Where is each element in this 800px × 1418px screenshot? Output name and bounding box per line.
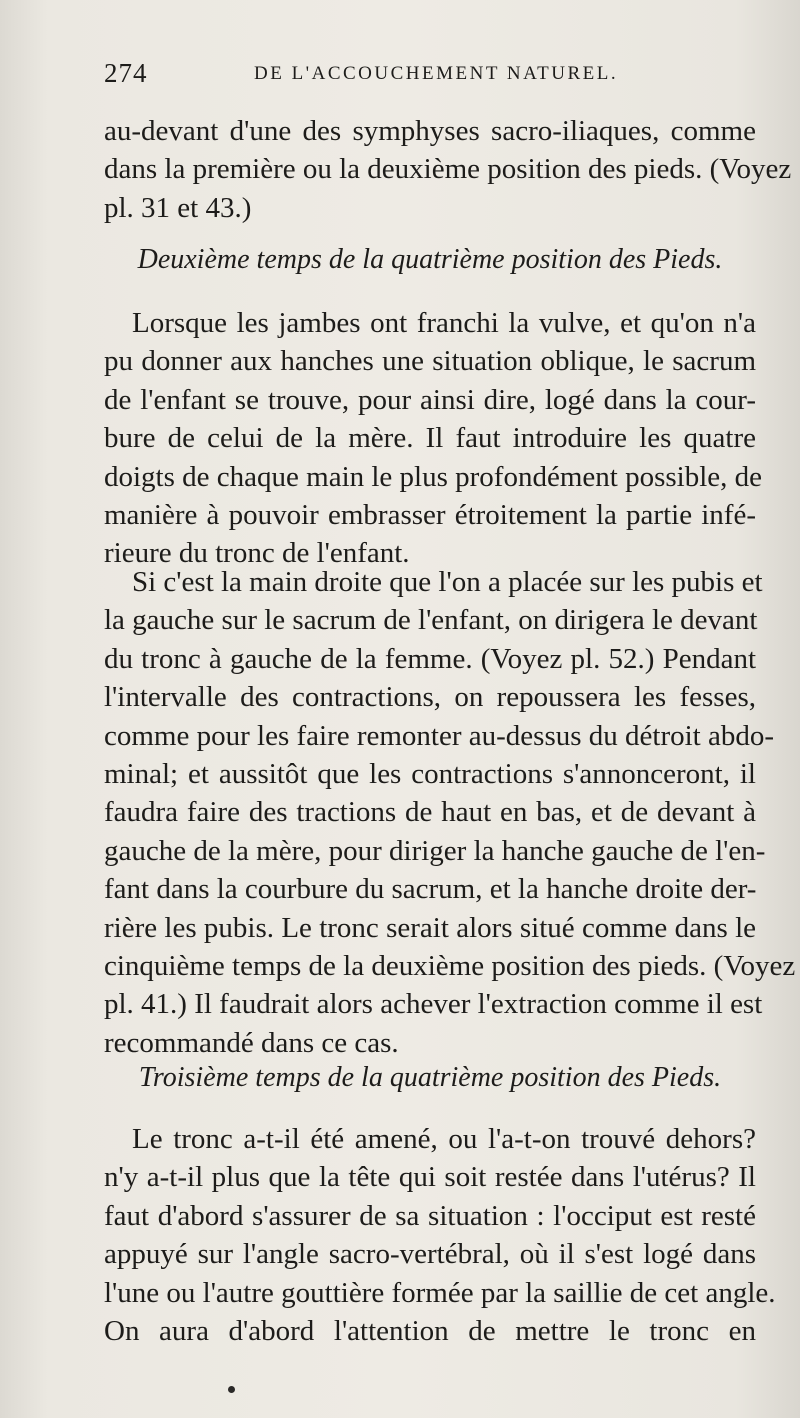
text-line: manière à pouvoir embrasser étroitement la partie infé- <box>104 498 756 531</box>
text-line: pu donner aux hanches une situation oblique, le sacrum <box>104 345 756 378</box>
text-line: cinquième temps de la deuxième position des pieds. (Voyez <box>104 949 796 982</box>
section-heading-deuxieme-temps: Deuxième temps de la quatrième position des Pieds. <box>137 244 723 275</box>
paragraph-continuation <box>104 112 792 227</box>
text-line: minal; et aussitôt que les contractions s'annonceront, il <box>104 757 756 790</box>
text-line: faudra faire des tractions de haut en bas, et de devant à <box>104 796 756 829</box>
page-header <box>104 58 754 94</box>
text-line: fant dans la courbure du sacrum, et la hanche droite der- <box>104 873 757 906</box>
page-number: 274 <box>104 58 148 88</box>
text-line: dans la première ou la deuxième position des pieds. (Voyez <box>104 153 792 186</box>
text-line: rière les pubis. Le tronc serait alors situé comme dans le <box>104 911 756 944</box>
text-line: Lorsque les jambes ont franchi la vulve, et qu'on n'a <box>132 307 756 339</box>
running-head: DE L'ACCOUCHEMENT NATUREL. <box>254 63 619 84</box>
text-line: appuyé sur l'angle sacro-vertébral, où il s'est logé dans <box>104 1238 756 1271</box>
paragraph-lorsque <box>104 304 762 573</box>
text-line: n'y a-t-il plus que la tête qui soit restée dans l'utérus? Il <box>104 1161 756 1194</box>
text-line: bure de celui de la mère. Il faut introduire les quatre <box>104 422 756 455</box>
text-line: du tronc à gauche de la femme. (Voyez pl. 52.) Pendant <box>104 642 756 675</box>
paragraph-si-cest <box>104 563 796 1062</box>
paragraph-le-tronc <box>104 1120 776 1350</box>
text-line: l'une ou l'autre gouttière formée par la saillie de cet angle. <box>104 1276 776 1309</box>
text-line: au-devant d'une des symphyses sacro-iliaques, comme <box>104 115 756 147</box>
text-line: gauche de la mère, pour diriger la hanche gauche de l'en- <box>104 834 766 867</box>
text-line: On aura d'abord l'attention de mettre le tronc en <box>104 1314 756 1347</box>
text-line: Le tronc a-t-il été amené, ou l'a-t-on trouvé dehors? <box>132 1123 756 1155</box>
text-line: comme pour les faire remonter au-dessus du détroit abdo- <box>104 719 775 752</box>
text-line: doigts de chaque main le plus profondément possible, de <box>104 460 762 493</box>
text-line: la gauche sur le sacrum de l'enfant, on dirigera le devant <box>104 604 758 637</box>
text-line: faut d'abord s'assurer de sa situation : l'occiput est resté <box>104 1199 756 1232</box>
section-heading-troisieme-temps: Troisième temps de la quatrième position des Pieds. <box>138 1062 722 1093</box>
ink-speck <box>228 1386 235 1393</box>
text-line: de l'enfant se trouve, pour ainsi dire, logé dans la cour- <box>104 383 756 416</box>
text-line: pl. 31 et 43.) <box>104 191 252 224</box>
text-line: l'intervalle des contractions, on repoussera les fesses, <box>104 681 756 714</box>
text-line: pl. 41.) Il faudrait alors achever l'extraction comme il est <box>104 988 763 1021</box>
text-line: recommandé dans ce cas. <box>104 1026 399 1059</box>
text-line: rieure du tronc de l'enfant. <box>104 537 410 570</box>
text-line: Si c'est la main droite que l'on a placée sur les pubis et <box>132 566 763 598</box>
